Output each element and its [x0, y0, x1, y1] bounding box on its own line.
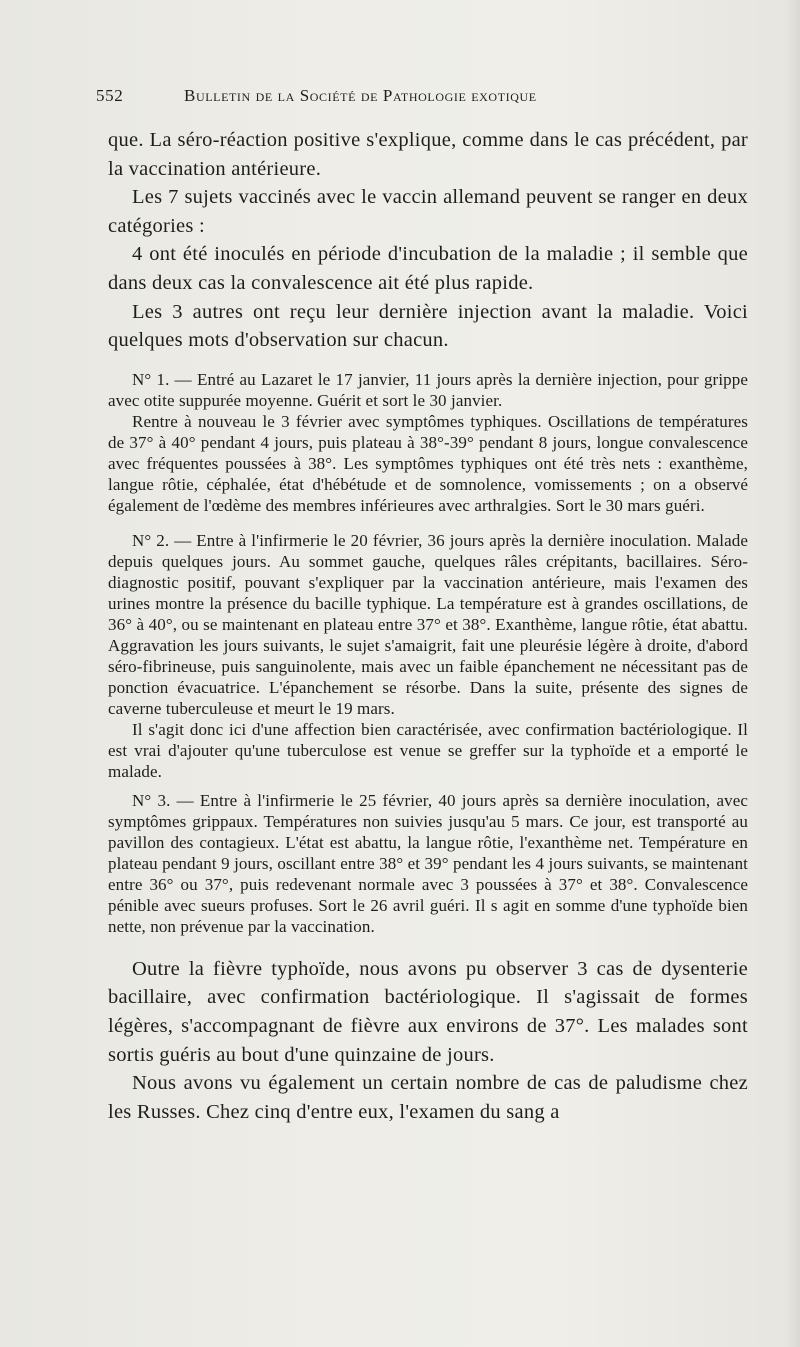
paragraph-malaria: Nous avons vu également un certain nombre de cas de paludisme chez les Russes. Chez cinq d'entre eux, l'examen du sang a — [108, 1072, 748, 1123]
case-1-entry: N° 1. — Entré au Lazaret le 17 janvier, 11 jours après la dernière injection, pour grippe avec otite suppurée moyenne. Guérit et sort le 30 janvier. — [108, 369, 748, 410]
paragraph-incubation: 4 ont été inoculés en période d'incubation de la maladie ; il semble que dans deux cas la convalescence ait été plus rapide. — [108, 243, 748, 294]
case-2-conclusion: Il s'agit donc ici d'une affection bien caractérisée, avec confirmation bactériologique. Il est vrai d'ajouter qu'une tuberculose est venue se greffer sur la typhoïde et a emporté le malade. — [108, 719, 748, 781]
paragraph-continuation: que. La séro-réaction positive s'explique, comme dans le cas précédent, par la vaccination antérieure. — [108, 129, 748, 180]
article-body — [108, 126, 748, 1126]
case-2-observation: N° 2. — Entre à l'infirmerie le 20 février, 36 jours après la dernière inoculation. Malade depuis quelques jours. Au sommet gauche, quelques râles crépitants, bacillaires. Séro-diagnostic positif, pouvant s'expliquer par la vaccination antérieure, mais l'examen des urines montre la présence du bacille typhique. La température est à grandes oscillations, de 36° à 40°, ou se maintenant en plateau entre 37° et 38°. Exanthème, langue rôtie, état abattu. Aggravation les jours suivants, le sujet s'amaigrit, fait une pleurésie légère à droite, d'abord séro-fibrineuse, puis sanguinolente, mais avec un faible épanchement ne nécessitant pas de ponction évacuatrice. L'épanchement se résorbe. Dans la suite, présente des signes de caverne tuberculeuse et meurt le 19 mars. — [108, 530, 748, 718]
page-fold-shadow — [786, 0, 800, 1347]
page-number: 552 — [96, 86, 124, 105]
paragraph-dysentery: Outre la fièvre typhoïde, nous avons pu observer 3 cas de dysenterie bacillaire, avec confirmation bactériologique. Il s'agissait de formes légères, s'accompagnant de fièvre aux environs de 37°. Les malades sont sortis guéris au bout d'une quinzaine de jours. — [108, 957, 748, 1066]
case-1-readmission: Rentre à nouveau le 3 février avec symptômes typhiques. Oscillations de températures de 37° à 40° pendant 4 jours, puis plateau à 38°-39° pendant 8 jours, longue convalescence avec fréquentes poussées à 38°. Les symptômes typhiques ont été très nets : exanthème, langue rôtie, céphalée, état d'hébétude et de somnolence, vomissements ; on a observé également de l'œdème des membres inférieures avec arthralgies. Sort le 30 mars guéri. — [108, 411, 748, 515]
journal-title: Bulletin de la Société de Pathologie exotique — [184, 86, 537, 105]
running-header — [96, 86, 644, 110]
paragraph-last-injection: Les 3 autres ont reçu leur dernière injection avant la maladie. Voici quelques mots d'observation sur chacun. — [108, 300, 748, 352]
paragraph-vaccine-groups: Les 7 sujets vaccinés avec le vaccin allemand peuvent se ranger en deux catégories : — [108, 186, 748, 237]
case-3-observation: N° 3. — Entre à l'infirmerie le 25 février, 40 jours après sa dernière inoculation, avec symptômes grippaux. Températures non suivies jusqu'au 5 mars. Ce jour, est transporté au pavillon des contagieux. L'état est abattu, la langue rôtie, l'exanthème net. Température en plateau pendant 9 jours, oscillant entre 38° et 39° pendant les 4 jours suivants, se maintenant entre 36° ou 37°, puis redevenant normale avec 3 poussées à 37° et 38°. Convalescence pénible avec sueurs profuses. Sort le 26 avril guéri. Il s agit en somme d'une typhoïde bien nette, non prévenue par la vaccination. — [108, 790, 748, 936]
